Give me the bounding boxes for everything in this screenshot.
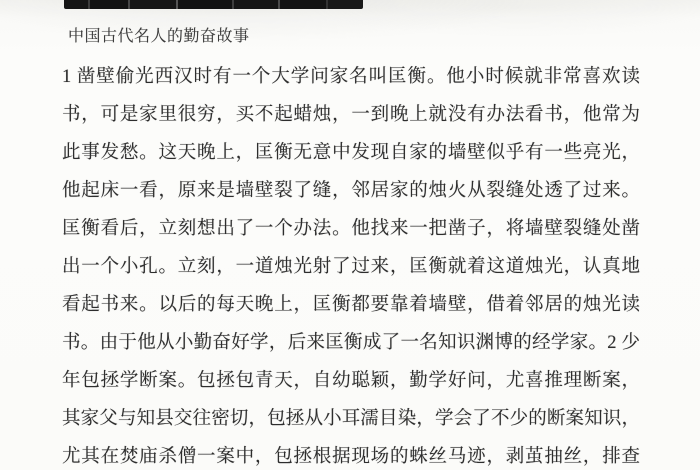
text-line: 此事发愁。这天晚上，匡衡无意中发现自家的墙壁似乎有一些亮光，: [62, 143, 640, 163]
text-line: 他起床一看，原来是墙壁裂了缝，邻居家的烛火从裂缝处透了过来。: [62, 181, 640, 201]
text-line: 年包拯学断案。包拯包青天，自幼聪颖，勤学好问，尤喜推理断案，: [62, 371, 640, 391]
text-line: 其家父与知县交往密切，包拯从小耳濡目染，学会了不少的断案知识，: [62, 409, 640, 429]
text-line: 尤其在焚庙杀僧一案中，包拯根据现场的蛛丝马迹，剥茧抽丝，排查: [62, 447, 640, 467]
text-line: 书。由于他从小勤奋好学，后来匡衡成了一名知识渊博的经学家。2 少: [62, 333, 640, 353]
text-line: 1 凿壁偷光西汉时有一个大学问家名叫匡衡。他小时候就非常喜欢读: [62, 67, 640, 87]
document-body: [62, 58, 640, 470]
cropped-title-text-bar: [64, 0, 363, 9]
text-line: 看起书来。以后的每天晚上，匡衡都要靠着墙壁，借着邻居的烛光读: [62, 295, 640, 315]
text-line: 书，可是家里很穷，买不起蜡烛，一到晚上就没有办法看书，他常为: [62, 105, 640, 125]
text-line: 匡衡看后，立刻想出了一个办法。他找来一把凿子，将墙壁裂缝处凿: [62, 219, 640, 239]
document-heading: 中国古代名人的勤奋故事: [68, 28, 250, 45]
text-line: 出一个小孔。立刻，一道烛光射了过来，匡衡就着这道烛光，认真地: [62, 257, 640, 277]
